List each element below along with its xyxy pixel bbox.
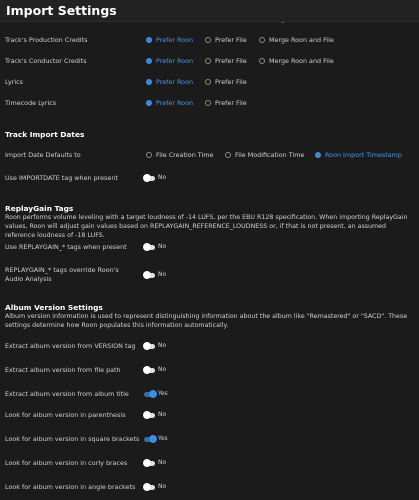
toggle-knob [143,366,151,374]
toggle-knob [143,271,151,279]
album-version-label: Look for album version in parenthesis [5,411,126,419]
radio-icon [205,37,211,43]
page-header [0,0,419,22]
import-date-defaults-label: Import Date Defaults to [5,151,81,159]
album-version-label: Extract album version from file path [5,366,121,374]
album-version-row: Look for album version in square brackets Yes [5,435,168,443]
album-version-label: Extract album version from VERSION tag [5,342,136,350]
radio-selected-icon [146,100,152,106]
production-credits-label: Track's Production Credits [5,36,88,44]
use-importdate-label: Use IMPORTDATE tag when present [5,174,118,182]
section-title-replaygain: ReplayGain Tags [5,204,74,213]
replaygain-override-label: REPLAYGAIN_* tags override Roon's Audio Analysis [5,266,119,283]
timecode-lyrics-row: Timecode Lyrics Prefer Roon Prefer File [5,99,247,107]
album-version-label: Look for album version in square brackets [5,435,140,443]
toggle-knob [143,243,151,251]
import-date-defaults-row: Import Date Defaults to File Creation Time File Modification Time Roon Import Timestamp [5,151,402,159]
radio-icon [146,152,152,158]
radio-icon [225,152,231,158]
use-replaygain-row: Use REPLAYGAIN_* tags when present No [5,243,167,251]
page-title: Import Settings [6,3,117,18]
radio-selected-icon [315,152,321,158]
conductor-credits-label: Track's Conductor Credits [5,57,87,65]
album-version-row: Look for album version in curly braces No [5,459,167,467]
album-version-description: Album version information is used to represent distinguishing information about the album like "Remastered" or "SACD". These settings determine how Roon populates this information automatically. [5,313,408,329]
album-version-row: Extract album version from album title Yes [5,390,168,398]
toggle-knob [143,411,151,419]
radio-selected-icon [146,58,152,64]
toggle-knob [143,174,151,182]
album-version-row: Extract album version from file path No [5,366,167,374]
radio-selected-icon [146,37,152,43]
use-replaygain-label: Use REPLAYGAIN_* tags when present [5,243,127,251]
radio-icon [205,79,211,85]
toggle-knob [149,390,157,398]
toggle-knob [143,459,151,467]
section-title-import-dates: Track Import Dates [5,130,85,139]
album-version-label: Look for album version in curly braces [5,459,128,467]
album-version-row: Look for album version in angle brackets No [5,483,167,491]
album-version-label: Extract album version from album title [5,390,129,398]
album-version-row: Extract album version from VERSION tag No [5,342,167,350]
lyrics-row: Lyrics Prefer Roon Prefer File [5,78,247,86]
album-version-label: Look for album version in angle brackets [5,483,136,491]
replaygain-description: Roon performs volume leveling with a target loudness of -14 LUFS, per the EBU R128 specification. When importing ReplayGain values, Roon will adjust gain values based on REPLAYGAIN_REFERENCE_LOUDNESS or, if that is not present, an assumed reference loudness of -18 LUFS. [5,214,408,239]
toggle-knob [143,342,151,350]
radio-icon [205,100,211,106]
radio-icon [259,37,265,43]
radio-icon [259,58,265,64]
toggle-knob [149,435,157,443]
album-version-row: Look for album version in parenthesis No [5,411,167,419]
radio-selected-icon [146,79,152,85]
radio-icon [205,58,211,64]
production-credits-row: Track's Production Credits Prefer Roon Prefer File Merge Roon and File [5,36,334,44]
lyrics-label: Lyrics [5,78,24,86]
conductor-credits-row: Track's Conductor Credits Prefer Roon Prefer File Merge Roon and File [5,57,334,65]
timecode-lyrics-label: Timecode Lyrics [5,99,57,107]
section-title-album-version: Album Version Settings [5,303,103,312]
replaygain-override-row: REPLAYGAIN_* tags override Roon's Audio Analysis No [5,266,167,283]
toggle-knob [143,483,151,491]
use-importdate-row: Use IMPORTDATE tag when present No [5,174,167,182]
